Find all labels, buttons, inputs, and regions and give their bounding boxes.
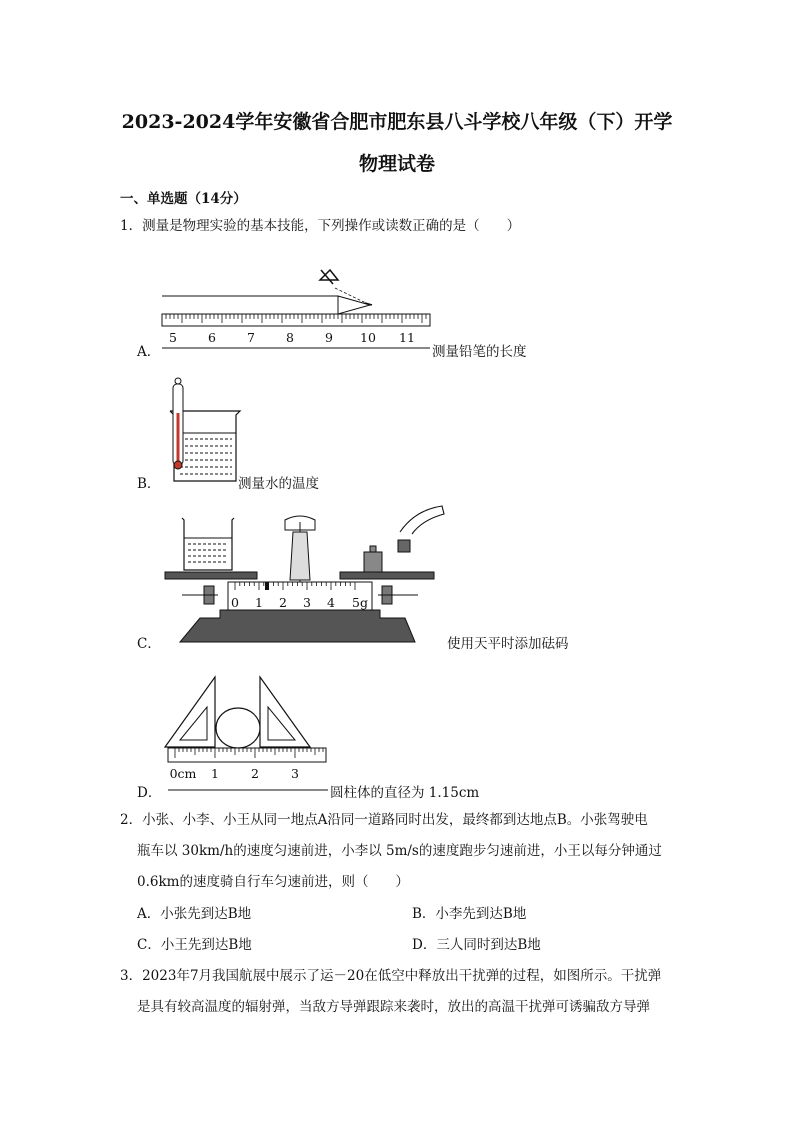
section-heading: 一、单选题（14分） bbox=[120, 191, 247, 207]
page-title: 2023-2024学年安徽省合肥市肥东县八斗学校八年级（下）开学 bbox=[121, 111, 673, 133]
ruler-number: 0cm bbox=[169, 766, 197, 781]
option-b-caption: 测量水的温度 bbox=[238, 476, 319, 492]
ruler-number: 8 bbox=[286, 330, 294, 345]
cylinder-diameter-figure bbox=[160, 672, 335, 800]
ruler-number: 5 bbox=[169, 330, 177, 345]
question-2-line-1: 2．小张、小李、小王从同一地点A沿同一道路同时出发，最终都到达地点B。小张驾驶电 bbox=[120, 812, 648, 828]
question-3-line-2: 是具有较高温度的辐射弹，当敌方导弹跟踪来袭时，放出的高温干扰弹可诱骗敌方导弹 bbox=[137, 999, 650, 1015]
ruler-number: 0 bbox=[231, 595, 239, 610]
ruler-number: 1 bbox=[211, 766, 219, 781]
ruler-pencil-figure bbox=[155, 262, 435, 358]
question-2-option-a: A．小张先到达B地 bbox=[137, 906, 252, 922]
balance-figure bbox=[160, 500, 450, 650]
option-d-caption: 圆柱体的直径为 1.15cm bbox=[330, 785, 480, 801]
ruler-number: 2 bbox=[279, 595, 287, 610]
question-2-option-c: C．小王先到达B地 bbox=[137, 937, 252, 953]
option-a-caption: 测量铅笔的长度 bbox=[432, 344, 527, 360]
ruler-number: 3 bbox=[291, 766, 299, 781]
option-c-letter: C． bbox=[137, 636, 161, 652]
option-b-letter: B． bbox=[137, 476, 161, 492]
ruler-number: 3 bbox=[303, 595, 311, 610]
ruler-number: 10 bbox=[360, 330, 376, 345]
page-subtitle: 物理试卷 bbox=[358, 153, 435, 175]
thermometer-beaker-figure bbox=[160, 373, 245, 488]
question-1-stem: 1．测量是物理实验的基本技能，下列操作或读数正确的是（ ） bbox=[120, 218, 521, 234]
ruler-number: 4 bbox=[327, 595, 335, 610]
ruler-number: 5g bbox=[352, 595, 368, 610]
question-2-line-3: 0.6km的速度骑自行车匀速前进，则（ ） bbox=[137, 874, 409, 890]
question-2-line-2: 瓶车以 30km/h的速度匀速前进，小李以 5m/s的速度跑步匀速前进，小王以每分钟通过 bbox=[137, 843, 662, 859]
question-2-option-d: D．三人同时到达B地 bbox=[412, 937, 541, 953]
question-3-line-1: 3．2023年7月我国航展中展示了运－20在低空中释放出干扰弹的过程，如图所示。干扰弹 bbox=[120, 968, 662, 984]
ruler-number: 9 bbox=[325, 330, 333, 345]
option-a-letter: A． bbox=[137, 344, 161, 360]
ruler-number: 2 bbox=[251, 766, 259, 781]
question-2-option-b: B．小李先到达B地 bbox=[412, 906, 527, 922]
option-d-letter: D． bbox=[137, 785, 162, 801]
ruler-number: 7 bbox=[247, 330, 255, 345]
ruler-number: 6 bbox=[208, 330, 216, 345]
option-c-caption: 使用天平时添加砝码 bbox=[447, 636, 569, 652]
ruler-number: 11 bbox=[399, 330, 415, 345]
ruler-number: 1 bbox=[255, 595, 263, 610]
